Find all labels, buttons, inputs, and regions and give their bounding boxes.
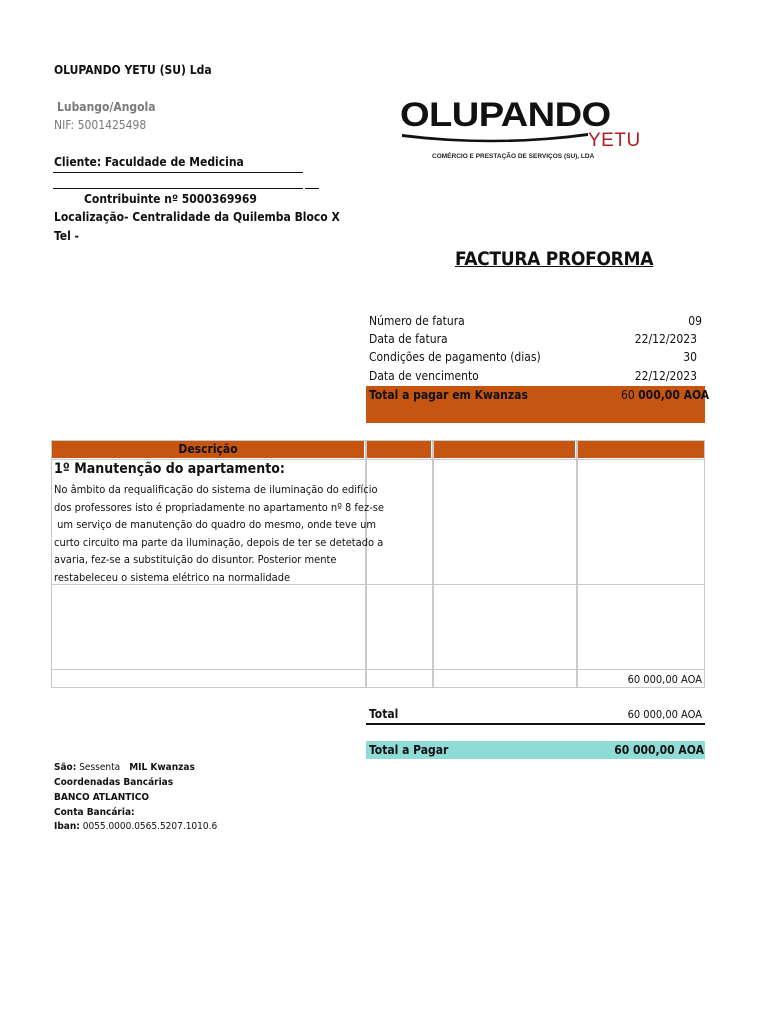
grid-top (51, 440, 705, 441)
logo-sub: YETU (588, 130, 641, 151)
total-due-value (621, 388, 709, 402)
client-divider (53, 188, 303, 189)
client-tel: Tel - (54, 229, 80, 243)
pay-digit: 0 (621, 743, 630, 757)
meta-label: Data de vencimento (369, 369, 479, 383)
grid-row-3 (51, 669, 705, 670)
total-pay-label: Total a Pagar (369, 743, 449, 757)
document-title: FACTURA PROFORMA (455, 248, 654, 270)
total-due-label: Total a pagar em Kwanzas (369, 388, 528, 402)
meta-label: Condições de pagamento (dias) (369, 350, 541, 364)
amount-words: Sessenta (76, 762, 123, 773)
grid-left (51, 440, 52, 688)
meta-value: 22/12/2023 (634, 332, 697, 346)
pay-rest: 00,00 AOA (640, 743, 704, 757)
logo-word: OLUPANDO (400, 96, 611, 134)
company-nif: NIF: 5001425498 (54, 118, 147, 132)
meta-value: 30 (683, 350, 697, 364)
item-line: curto circuito ma parte da iluminação, depois de ter se detetado a (54, 535, 384, 549)
client-divider-tail (305, 188, 319, 189)
bank-name: BANCO ATLANTICO (54, 792, 150, 803)
iban (54, 821, 217, 832)
item-line: dos professores isto é propriadamente no apartamento nº 8 fez-se (54, 500, 385, 514)
pay-digit: 0 (633, 743, 641, 757)
header-cell-2 (367, 441, 431, 458)
header-cell-4 (578, 441, 704, 458)
amount-label: São: (54, 762, 77, 773)
iban-value: 0055.0000.0565.5207.1010.6 (79, 821, 218, 832)
logo-swoosh-icon (400, 130, 590, 144)
total-due-prefix: 60 (621, 388, 639, 402)
account-label: Conta Bancária: (54, 807, 135, 818)
client-location: Localização- Centralidade da Quilemba Bloco X (54, 210, 340, 224)
amount-in-words (54, 762, 195, 773)
meta-value: 22/12/2023 (634, 369, 697, 383)
total-pay-value (578, 743, 704, 757)
grid-col-2b (433, 440, 434, 688)
company-name: OLUPANDO YETU (SU) Lda (54, 63, 212, 77)
company-logo (396, 90, 661, 190)
grid-col-3b (577, 440, 578, 688)
bank-coordinates: Coordenadas Bancárias (54, 777, 174, 788)
client-taxpayer: Contribuinte nº 5000369969 (84, 192, 257, 206)
subtotal-value: 60 000,00 AOA (627, 673, 702, 686)
amount-unit: MIL Kwanzas (122, 762, 195, 773)
logo-tagline: COMÉRCIO E PRESTAÇÃO DE SERVIÇOS (SU), LDA (432, 153, 595, 160)
client-name: Cliente: Faculdade de Medicina (54, 155, 244, 169)
grid-row-1 (51, 459, 705, 460)
item-title: 1º Manutenção do apartamento: (54, 461, 285, 477)
item-line: restabeleceu o sistema elétrico na normalidade (54, 570, 291, 584)
invoice-date-row (369, 332, 702, 350)
item-description (54, 481, 384, 587)
pay-digit: 6 (614, 743, 622, 757)
grid-right (704, 440, 705, 688)
meta-label: Número de fatura (369, 314, 465, 328)
header-description: Descrição (178, 442, 238, 456)
client-underline (53, 172, 303, 173)
item-line: No âmbito da requalificação do sistema de iluminação do edifício (54, 483, 378, 496)
total-underline (366, 723, 705, 725)
item-line: avaria, fez-se a substituição do disuntor. Posterior mente (54, 553, 337, 567)
invoice-number-row (369, 314, 702, 332)
header-cell-3 (434, 441, 575, 458)
company-location: Lubango/Angola (57, 100, 156, 114)
item-line: um serviço de manutenção do quadro do mesmo, onde teve um (54, 518, 377, 532)
iban-label: Iban: (54, 821, 80, 832)
total-label: Total (369, 707, 399, 721)
total-value: 60 000,00 AOA (627, 708, 702, 721)
total-due-main: 000,00 AOA (638, 388, 710, 402)
meta-label: Data de fatura (369, 332, 448, 346)
due-date-row (369, 369, 702, 387)
payment-terms-row (369, 350, 702, 368)
meta-value: 09 (688, 314, 702, 328)
grid-bottom (51, 687, 705, 688)
